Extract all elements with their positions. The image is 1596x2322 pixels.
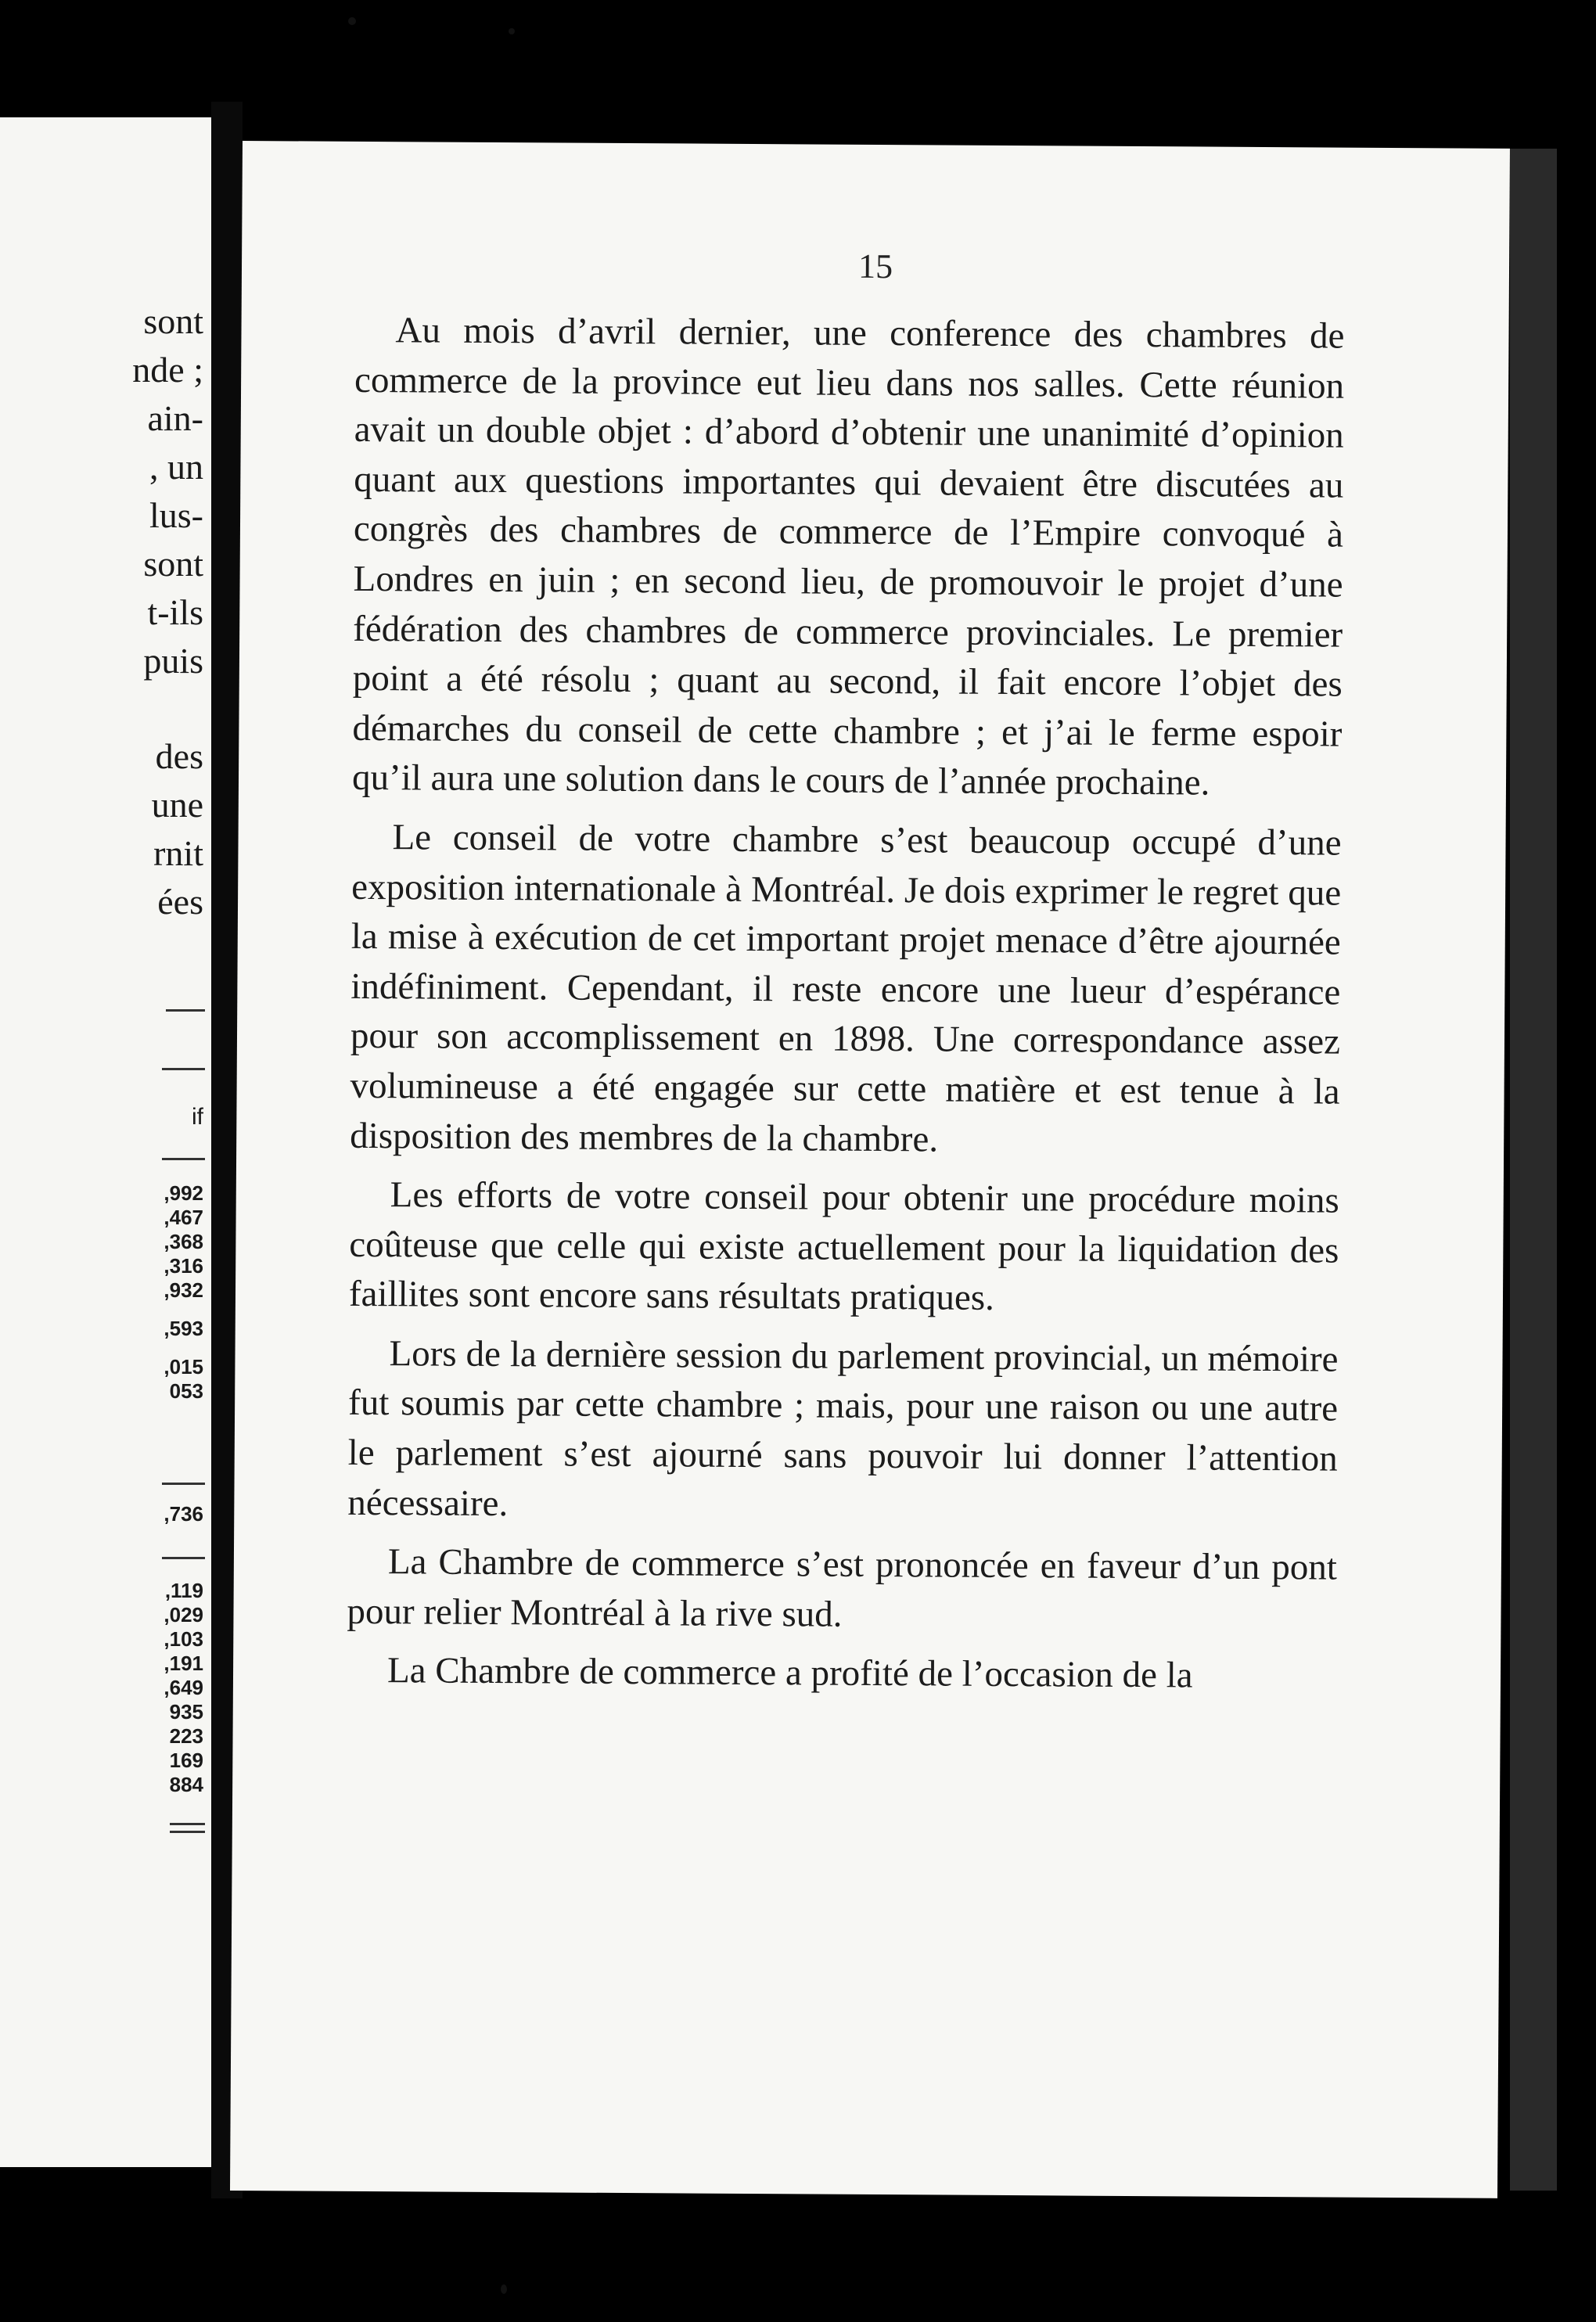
left-word: t-ils: [147, 592, 203, 632]
previous-page-fragment: [0, 117, 211, 2167]
table-value: 935: [169, 1700, 203, 1724]
paragraph: La Chambre de commerce s’est prononcée en faveur d’un pont pour relier Montréal à la rive sud.: [347, 1541, 1338, 1635]
table-value: 053: [169, 1379, 203, 1403]
left-word: ées: [157, 882, 203, 922]
table-value: ,316: [164, 1254, 203, 1278]
table-value: 884: [169, 1773, 203, 1796]
left-word: sont: [143, 301, 203, 341]
table-value: ,736: [164, 1502, 203, 1526]
table-value: ,103: [164, 1627, 203, 1651]
table-rule: [162, 1483, 205, 1485]
left-word: , un: [149, 447, 203, 487]
left-word: nde ;: [132, 350, 203, 390]
paragraph: Le conseil de votre chambre s’est beaucoup occupé d’une exposition internationale à Montréal. Je dois exprimer le regret que la mise à exécution de cet important projet menace d’être ajournée indéfiniment. Cependant, il reste encore une lueur d’espérance pour son accomplissement en 1898. Une correspondance assez volumineuse a été engagée sur cette matière et est tenue à la disposition des membres de la chambre.: [350, 817, 1342, 1159]
table-rule: [162, 1557, 205, 1559]
table-value: 223: [169, 1724, 203, 1748]
table-value: ,029: [164, 1603, 203, 1626]
table-numbers: [164, 1579, 203, 1797]
table-numbers: [164, 1181, 203, 1404]
paragraph: Au mois d’avril dernier, une conference des chambres de commerce de la province eut lieu dans nos salles. Cette réunion avait un double objet : d’abord d’obtenir une unanimité d’opinion quant aux questions importantes qui devaient être discutées au congrès des chambres de commerce de l’Empire convoqué à Londres en juin ; en second lieu, de promouvoir le projet d’une fédération des chambres de commerce provinciales. Le premier point a été résolu ; quant au second, il fait encore l’objet des démarches du conseil de cette chambre ; et j’ai le ferme espoir qu’il aura une solution dans le cours de l’année prochaine.: [351, 310, 1345, 803]
table-value: ,467: [164, 1206, 203, 1229]
page-body-text: [347, 306, 1345, 1712]
table-rule: [162, 1158, 205, 1160]
left-word: puis: [143, 641, 203, 681]
table-value: ,119: [164, 1579, 203, 1602]
left-word: une: [151, 785, 203, 825]
table-rule: [166, 1009, 205, 1012]
previous-page-text: [47, 297, 203, 926]
table-value: ,593: [164, 1317, 203, 1340]
table-value: ,191: [164, 1652, 203, 1675]
table-rule: [170, 1823, 205, 1825]
table-rule: [170, 1831, 205, 1833]
table-value: ,649: [164, 1676, 203, 1699]
left-word: rnit: [153, 833, 203, 873]
table-value: 169: [169, 1749, 203, 1772]
dust-speck: [501, 2284, 507, 2294]
left-word: sont: [143, 544, 203, 584]
paragraph: Lors de la dernière session du parlement provincial, un mémoire fut soumis par cette chambre ; mais, pour une raison ou une autre le parlement s’est ajourné sans pouvoir lui donner l’attention nécessaire.: [347, 1333, 1339, 1524]
column-header-fragment: [192, 1105, 203, 1129]
table-value: ,015: [164, 1355, 203, 1378]
table-rule: [162, 1068, 205, 1070]
left-word: lus-: [149, 495, 203, 535]
paragraph: Les efforts de votre conseil pour obtenir une procédure moins coûteuse que celle qui existe actuellement pour la liquidation des faillites sont encore sans résultats pratiques.: [348, 1174, 1339, 1319]
dust-speck: [348, 17, 356, 25]
table-value: ,932: [164, 1278, 203, 1302]
header-fragment: if: [192, 1104, 203, 1130]
book-page: [230, 141, 1510, 2198]
table-numbers: [164, 1502, 203, 1526]
table-value: ,368: [164, 1230, 203, 1253]
paragraph: La Chambre de commerce a profité de l’occasion de la: [386, 1650, 1193, 1696]
left-word: ain-: [147, 398, 203, 438]
table-value: ,992: [164, 1181, 203, 1205]
page-number: 15: [857, 246, 893, 286]
dust-speck: [509, 28, 515, 34]
page-edge-shadow: [1510, 149, 1557, 2191]
left-word: des: [155, 736, 203, 776]
